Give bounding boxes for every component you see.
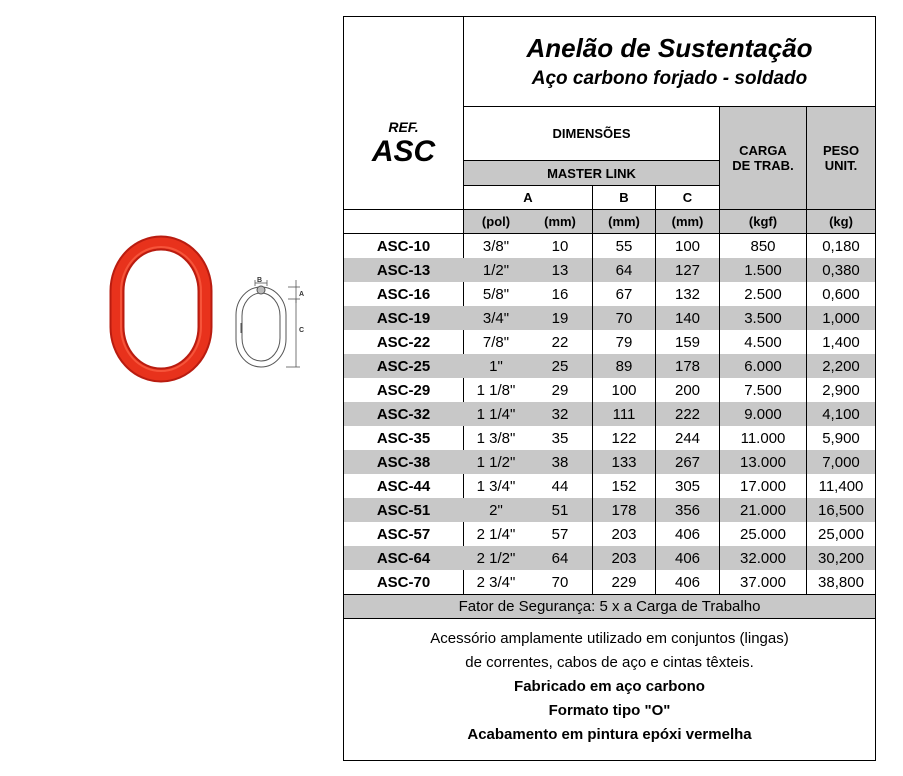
divider <box>344 618 875 619</box>
table-row <box>344 546 875 570</box>
a-mm-cell: 19 <box>551 309 569 327</box>
c-mm-cell: 178 <box>674 357 701 375</box>
a-pol-cell: 1/2" <box>482 261 510 279</box>
peso-cell: 25,000 <box>818 525 864 543</box>
c-mm-cell: 140 <box>674 309 701 327</box>
col-c-header: C <box>682 190 693 205</box>
b-mm-cell: 122 <box>611 429 637 447</box>
table-row <box>344 354 875 378</box>
table-row <box>344 426 875 450</box>
page-title: Anelão de Sustentação <box>526 33 813 63</box>
a-mm-cell: 16 <box>551 285 569 303</box>
ref-code-cell: ASC-64 <box>376 549 431 567</box>
a-pol-cell: 7/8" <box>482 333 510 351</box>
unit-mm-c: (mm) <box>671 214 704 229</box>
carga-cell: 32.000 <box>740 549 786 567</box>
c-mm-cell: 159 <box>674 333 701 351</box>
a-pol-cell: 2 1/4" <box>476 525 516 543</box>
peso-cell: 1,000 <box>822 309 860 327</box>
peso-cell: 1,400 <box>822 333 860 351</box>
b-mm-cell: 67 <box>615 285 633 303</box>
a-pol-cell: 1 1/8" <box>476 381 516 399</box>
divider <box>719 107 720 210</box>
feature-finish: Acabamento em pintura epóxi vermelha <box>467 726 752 743</box>
carga-cell: 850 <box>750 237 776 255</box>
ref-code-cell: ASC-13 <box>376 261 431 279</box>
table-row <box>344 306 875 330</box>
a-mm-cell: 57 <box>551 525 569 543</box>
feature-shape: Formato tipo "O" <box>548 702 671 719</box>
unit-mm-a: (mm) <box>544 214 576 229</box>
carga-cell: 17.000 <box>740 477 786 495</box>
table-row <box>344 258 875 282</box>
c-mm-cell: 100 <box>674 237 701 255</box>
c-mm-cell: 244 <box>674 429 701 447</box>
ref-code-cell: ASC-29 <box>376 381 431 399</box>
peso-cell: 0,380 <box>822 261 860 279</box>
b-mm-cell: 111 <box>612 405 636 423</box>
peso-cell: 0,600 <box>822 285 860 303</box>
peso-header <box>807 107 875 209</box>
master-link-drawing <box>100 225 330 400</box>
master-link-header: MASTER LINK <box>464 161 719 185</box>
ref-code-cell: ASC-57 <box>376 525 431 543</box>
page-subtitle: Aço carbono forjado - soldado <box>531 68 808 89</box>
carga-cell: 2.500 <box>744 285 782 303</box>
table-row <box>344 330 875 354</box>
carga-cell: 7.500 <box>744 381 782 399</box>
table-row <box>344 570 875 594</box>
c-mm-cell: 406 <box>674 525 701 543</box>
a-pol-cell: 1 1/2" <box>476 453 516 471</box>
b-mm-cell: 133 <box>611 453 637 471</box>
b-mm-cell: 79 <box>615 333 633 351</box>
peso-line2: UNIT. <box>824 158 858 173</box>
c-mm-cell: 406 <box>674 573 701 591</box>
carga-cell: 11.000 <box>740 429 786 447</box>
ref-block <box>344 17 463 210</box>
a-mm-cell: 51 <box>551 501 569 519</box>
peso-cell: 2,900 <box>822 381 860 399</box>
a-mm-cell: 44 <box>551 477 569 495</box>
divider <box>655 210 656 594</box>
c-mm-cell: 267 <box>674 453 701 471</box>
peso-cell: 2,200 <box>822 357 860 375</box>
ref-code-cell: ASC-10 <box>376 237 431 255</box>
b-mm-cell: 100 <box>611 381 637 399</box>
a-pol-cell: 3/4" <box>482 309 510 327</box>
carga-cell: 6.000 <box>744 357 782 375</box>
unit-pol: (pol) <box>481 214 511 229</box>
col-b-header: B <box>619 190 629 205</box>
description-block <box>344 627 875 752</box>
a-pol-cell: 5/8" <box>482 285 510 303</box>
a-mm-cell: 35 <box>551 429 569 447</box>
ref-code-cell: ASC-25 <box>376 357 431 375</box>
a-mm-cell: 32 <box>551 405 569 423</box>
b-mm-cell: 64 <box>615 261 633 279</box>
b-mm-cell: 89 <box>615 357 633 375</box>
ref-code-cell: ASC-22 <box>376 333 431 351</box>
a-pol-cell: 3/8" <box>482 237 510 255</box>
peso-cell: 5,900 <box>822 429 860 447</box>
dim-b-label: B <box>257 277 263 284</box>
dim-a-label: A <box>299 291 305 298</box>
divider <box>592 210 593 594</box>
peso-cell: 0,180 <box>822 237 860 255</box>
a-pol-cell: 1" <box>489 357 503 375</box>
technical-drawing-icon <box>236 280 300 367</box>
spec-sheet <box>343 16 876 761</box>
carga-cell: 37.000 <box>740 573 786 591</box>
dim-c-label: C <box>299 327 305 334</box>
b-mm-cell: 229 <box>611 573 637 591</box>
peso-cell: 38,800 <box>818 573 864 591</box>
peso-cell: 30,200 <box>818 549 864 567</box>
carga-cell: 1.500 <box>744 261 782 279</box>
b-mm-cell: 178 <box>611 501 637 519</box>
peso-cell: 16,500 <box>818 501 864 519</box>
c-mm-cell: 132 <box>674 285 701 303</box>
a-pol-cell: 2 3/4" <box>476 573 516 591</box>
b-mm-cell: 152 <box>611 477 637 495</box>
ref-code-cell: ASC-38 <box>376 453 431 471</box>
a-pol-cell: 1 3/4" <box>476 477 516 495</box>
unit-kg: (kg) <box>829 214 853 229</box>
table-row <box>344 474 875 498</box>
c-mm-cell: 127 <box>674 261 701 279</box>
divider <box>806 107 807 210</box>
dimensoes-header: DIMENSÕES <box>552 126 631 141</box>
ref-code-cell: ASC-19 <box>376 309 431 327</box>
a-pol-cell: 1 3/8" <box>476 429 516 447</box>
b-mm-cell: 55 <box>615 237 633 255</box>
ref-code: ASC <box>371 134 436 168</box>
product-illustration <box>100 225 330 400</box>
safety-factor-note: Fator de Segurança: 5 x a Carga de Trabalho <box>344 595 875 618</box>
unit-mm-b: (mm) <box>608 214 640 229</box>
peso-line1: PESO <box>822 143 860 158</box>
a-mm-cell: 38 <box>551 453 569 471</box>
carga-line2: DE TRAB. <box>732 158 794 173</box>
c-mm-cell: 305 <box>674 477 701 495</box>
col-a-header: A <box>523 190 533 205</box>
a-mm-cell: 10 <box>551 237 569 255</box>
ref-code-cell: ASC-32 <box>376 405 431 423</box>
divider <box>806 210 807 594</box>
table-row <box>344 402 875 426</box>
ref-code-cell: ASC-51 <box>376 501 431 519</box>
table-row <box>344 498 875 522</box>
carga-cell: 4.500 <box>744 333 782 351</box>
table-row <box>344 234 875 258</box>
peso-cell: 7,000 <box>822 453 860 471</box>
table-row <box>344 378 875 402</box>
carga-header <box>720 107 806 209</box>
carga-cell: 13.000 <box>740 453 786 471</box>
ref-label: REF. <box>388 118 419 135</box>
a-pol-cell: 2" <box>489 501 503 519</box>
table-row <box>344 282 875 306</box>
carga-line1: CARGA <box>739 143 787 158</box>
c-mm-cell: 222 <box>674 405 701 423</box>
b-mm-cell: 203 <box>611 549 637 567</box>
a-mm-cell: 29 <box>551 381 569 399</box>
title-block <box>464 17 875 106</box>
peso-cell: 11,400 <box>818 477 864 495</box>
a-mm-cell: 13 <box>551 261 569 279</box>
a-mm-cell: 22 <box>551 333 569 351</box>
a-mm-cell: 25 <box>551 357 569 375</box>
a-mm-cell: 64 <box>551 549 569 567</box>
divider <box>719 210 720 594</box>
feature-material: Fabricado em aço carbono <box>514 678 705 695</box>
description-line-1: Acessório amplamente utilizado em conjuntos (lingas) <box>430 630 789 647</box>
c-mm-cell: 200 <box>674 381 701 399</box>
peso-cell: 4,100 <box>822 405 860 423</box>
carga-cell: 25.000 <box>740 525 786 543</box>
carga-cell: 21.000 <box>740 501 786 519</box>
carga-cell: 3.500 <box>744 309 782 327</box>
table-row <box>344 450 875 474</box>
carga-cell: 9.000 <box>744 405 782 423</box>
table-row <box>344 522 875 546</box>
b-mm-cell: 70 <box>615 309 633 327</box>
a-mm-cell: 70 <box>551 573 569 591</box>
a-pol-cell: 1 1/4" <box>476 405 516 423</box>
c-mm-cell: 406 <box>674 549 701 567</box>
red-master-link-icon <box>117 243 205 375</box>
c-mm-cell: 356 <box>674 501 701 519</box>
ref-code-cell: ASC-35 <box>376 429 431 447</box>
b-mm-cell: 203 <box>611 525 637 543</box>
ref-code-cell: ASC-70 <box>376 573 431 591</box>
ref-code-cell: ASC-44 <box>376 477 431 495</box>
a-pol-cell: 2 1/2" <box>476 549 516 567</box>
unit-kgf: (kgf) <box>748 214 778 229</box>
description-line-2: de correntes, cabos de aço e cintas têxteis. <box>465 654 754 671</box>
ref-code-cell: ASC-16 <box>376 285 431 303</box>
